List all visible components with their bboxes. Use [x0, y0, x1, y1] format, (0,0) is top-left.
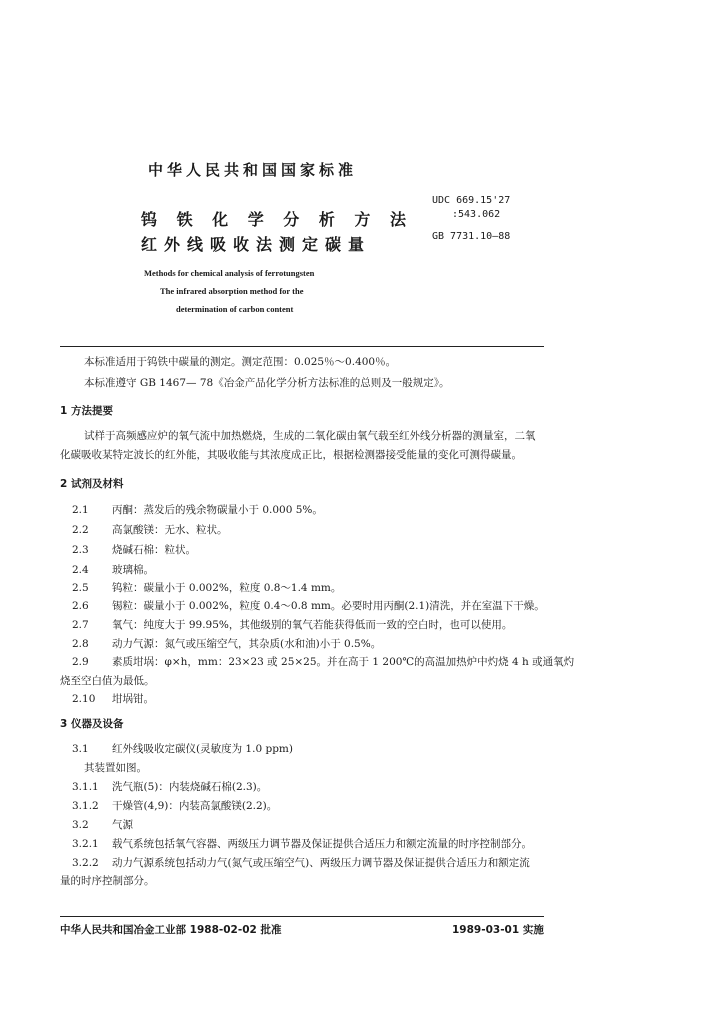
item-number: 2.5	[72, 582, 89, 594]
item-text: 氧气：纯度大于 99.95%，其他级别的氧气若能获得低而一致的空白时，也可以使用。	[112, 619, 513, 631]
item-number: 2.8	[72, 638, 89, 650]
udc-code-line2: :543.062	[452, 209, 501, 220]
apparatus-item-3-1	[72, 741, 293, 756]
document-title-line1: 钨 铁 化 学 分 析 方 法	[141, 210, 413, 229]
reagent-item-2-2	[72, 522, 228, 537]
item-number: 2.6	[72, 600, 89, 612]
apparatus-item-3-2-2	[72, 855, 530, 870]
item-number: 3.1.2	[72, 800, 99, 812]
apparatus-item-3-2	[72, 817, 133, 832]
item-number: 2.9	[72, 656, 89, 668]
item-text: 动力气源：氮气或压缩空气，其杂质(水和油)小于 0.5%。	[112, 638, 382, 650]
item-number: 2.2	[72, 524, 89, 536]
item-text: 红外线吸收定碳仪(灵敏度为 1.0 ppm)	[112, 743, 293, 755]
reagent-item-2-3	[72, 542, 196, 557]
compliance-statement: 本标准遵守 GB 1467— 78《冶金产品化学分析方法标准的总则及一般规定》。	[84, 377, 450, 389]
reagent-item-2-10	[72, 691, 154, 706]
header-divider	[60, 346, 544, 347]
item-number: 3.2.1	[72, 838, 99, 850]
item-text: 丙酮：蒸发后的残余物碳量小于 0.000 5%。	[112, 504, 323, 516]
item-number: 2.7	[72, 619, 89, 631]
item-number: 3.1	[72, 743, 89, 755]
gb-standard-number: GB 7731.10—88	[432, 231, 511, 242]
item-number: 3.2	[72, 819, 89, 831]
scope-statement: 本标准适用于钨铁中碳量的测定。测定范围：0.025％～0.400％。	[84, 356, 397, 368]
national-standard-heading: 中华人民共和国国家标准	[148, 161, 358, 179]
reagent-item-2-8	[72, 636, 381, 651]
apparatus-item-3-2-1	[72, 836, 532, 851]
item-text: 载气系统包括氧气容器、两级压力调节器及保证提供合适压力和额定流量的时序控制部分。	[112, 838, 532, 850]
english-title-line1: Methods for chemical analysis of ferrotungsten	[144, 268, 315, 278]
footer-divider	[60, 916, 544, 917]
english-title-line3: determination of carbon content	[176, 304, 294, 314]
apparatus-item-3-1-note: 其装置如图。	[84, 762, 147, 774]
item-text: 气源	[112, 819, 133, 831]
item-text: 锡粒：碳量小于 0.002%，粒度 0.4～0.8 mm。必要时用丙酮(2.1)清洗，并在室温下干燥。	[112, 600, 545, 612]
item-text: 动力气源系统包括动力气(氮气或压缩空气)、两级压力调节器及保证提供合适压力和额定流	[112, 857, 530, 869]
item-number: 2.1	[72, 504, 89, 516]
apparatus-item-3-2-2-continuation: 量的时序控制部分。	[60, 875, 155, 887]
reagent-item-2-4	[72, 562, 154, 577]
approval-info: 中华人民共和国冶金工业部 1988-02-02 批准	[60, 924, 282, 936]
section-3-heading: 3 仪器及设备	[60, 718, 124, 730]
section-1-heading: 1 方法提要	[60, 405, 113, 417]
item-number: 2.3	[72, 544, 89, 556]
item-number: 3.1.1	[72, 781, 99, 793]
apparatus-item-3-1-2	[72, 798, 277, 813]
section-1-paragraph-line2: 化碳吸收某特定波长的红外能，其吸收能与其浓度成正比，根据检测器接受能量的变化可测得碳量。	[60, 449, 522, 461]
reagent-item-2-9	[72, 654, 574, 669]
section-2-heading: 2 试剂及材料	[60, 478, 124, 490]
udc-code-line1: UDC 669.15'27	[432, 195, 511, 206]
item-text: 钨粒：碳量小于 0.002%，粒度 0.8～1.4 mm。	[112, 582, 342, 594]
reagent-item-2-9-continuation: 烧至空白值为最低。	[60, 675, 155, 687]
item-number: 2.10	[72, 693, 96, 705]
item-text: 坩埚钳。	[112, 693, 154, 705]
item-text: 素质坩埚：φ×h，mm：23×23 或 25×25。并在高于 1 200℃的高温加热炉中灼烧 4 h 或通氧灼	[112, 656, 575, 668]
english-title-line2: The infrared absorption method for the	[160, 286, 304, 296]
item-text: 高氯酸镁：无水、粒状。	[112, 524, 228, 536]
document-title-line2: 红外线吸收法测定碳量	[141, 235, 372, 254]
reagent-item-2-7	[72, 617, 512, 632]
implementation-date: 1989-03-01 实施	[452, 924, 544, 936]
item-text: 烧碱石棉：粒状。	[112, 544, 196, 556]
item-number: 3.2.2	[72, 857, 99, 869]
reagent-item-2-6	[72, 598, 545, 613]
apparatus-item-3-1-1	[72, 779, 267, 794]
item-text: 洗气瓶(5)：内装烧碱石棉(2.3)。	[112, 781, 268, 793]
item-number: 2.4	[72, 564, 89, 576]
section-1-paragraph-line1: 试样于高频感应炉的氧气流中加热燃烧，生成的二氧化碳由氧气载至红外线分析器的测量室，二氧	[84, 430, 536, 442]
item-text: 干燥管(4,9)：内装高氯酸镁(2.2)。	[112, 800, 278, 812]
reagent-item-2-1	[72, 502, 323, 517]
reagent-item-2-5	[72, 580, 341, 595]
item-text: 玻璃棉。	[112, 564, 154, 576]
